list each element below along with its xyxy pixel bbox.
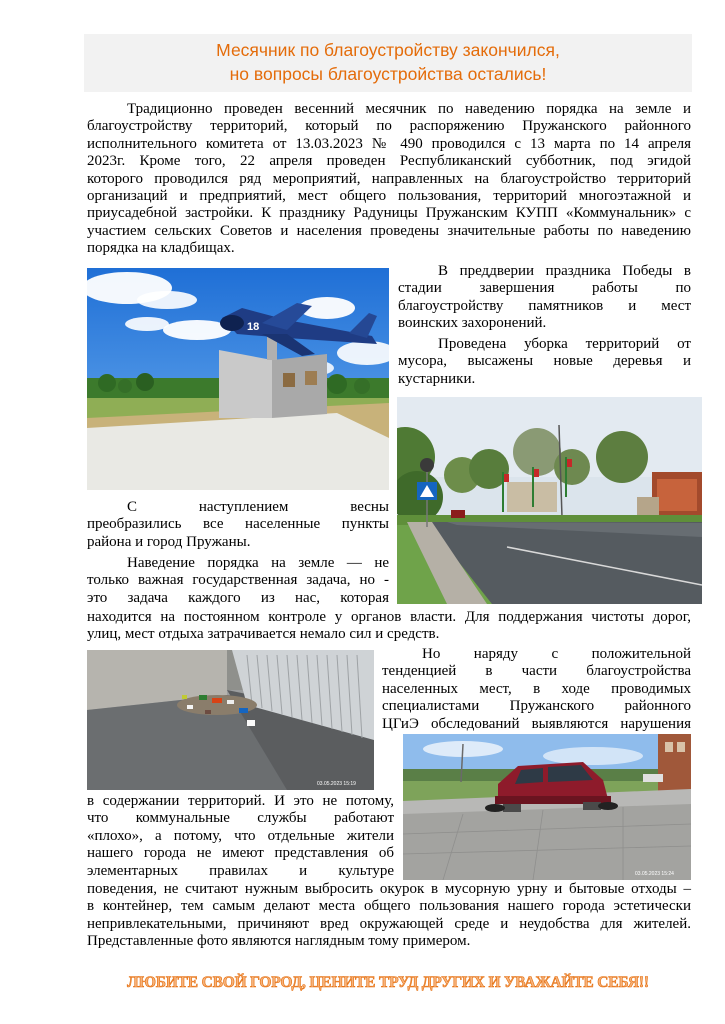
intro-paragraph bbox=[87, 101, 691, 258]
text-line: стадии завершения работы по bbox=[398, 280, 691, 297]
text-line: Традиционно проведен весенний месячник по наведению порядка на земле и bbox=[127, 101, 691, 117]
text-line: Проведена уборка территорий от bbox=[438, 336, 691, 352]
article-title bbox=[84, 34, 692, 92]
text-line: которого проводился ряд мероприятий, направленных на благоустройство территорий bbox=[87, 170, 691, 187]
text-line: поведения, не считают нужным выбросить окурок в мусорную урну и бытовые отходы – bbox=[87, 881, 691, 897]
text-line: приусадебной застройки. К празднику Радуницы Пружанским КУПП «Коммунальник» с bbox=[87, 205, 691, 222]
street-image bbox=[397, 397, 702, 604]
text-line: кустарники. bbox=[398, 370, 476, 387]
text-line: С наступлением весны bbox=[127, 499, 389, 515]
order-paragraph bbox=[87, 555, 389, 607]
text-line: организаций и предприятий, мест общего пользования, территорий многоэтажной и bbox=[87, 188, 691, 205]
title-line-2: но вопросы благоустройства остались! bbox=[229, 64, 547, 84]
content-paragraph bbox=[87, 793, 394, 880]
photo-trash-pile bbox=[87, 650, 374, 790]
text-line: специалистами Пружанского районного bbox=[382, 698, 691, 715]
text-line: населенных мест, в ходе проводимых bbox=[382, 680, 691, 697]
final-paragraph bbox=[87, 881, 691, 951]
text-line: исполнительного комитета от 13.03.2023 № 490 проводился с 13 марта по 14 апреля bbox=[87, 135, 691, 152]
text-line: Наведение порядка на земле — не bbox=[127, 555, 389, 571]
text-line: элементарных правилах и культуре bbox=[87, 862, 394, 879]
text-line: это задача каждого из нас, которая bbox=[87, 589, 389, 606]
text-line: Но наряду с положительной bbox=[422, 646, 691, 662]
text-line: что коммунальные службы работают bbox=[87, 810, 394, 827]
text-line: района и город Пружаны. bbox=[87, 533, 251, 550]
monument-airplane-image bbox=[87, 268, 389, 490]
text-line: участием сельских Советов и населения проведены значительные работы по наведению bbox=[87, 222, 691, 239]
text-line: нашего города не имеют представления об bbox=[87, 845, 394, 862]
text-line: порядка на кладбищах. bbox=[87, 240, 235, 257]
text-line: находится на постоянном контроле у органов власти. Для поддержания чистоты дорог, bbox=[87, 609, 691, 625]
text-line: тенденцией в части благоустройства bbox=[382, 663, 691, 680]
control-paragraph bbox=[87, 609, 691, 644]
spring-paragraph bbox=[87, 499, 389, 551]
cleanup-paragraph bbox=[398, 336, 691, 388]
text-line: благоустройству территорий, который по распоряжению Пружанского районного bbox=[87, 118, 691, 135]
trend-paragraph bbox=[382, 646, 691, 733]
text-line: В преддверии праздника Победы в bbox=[438, 263, 691, 279]
trash-pile-image bbox=[87, 650, 374, 790]
photo-monument-airplane bbox=[87, 268, 389, 490]
text-line: ЦГиЭ обследований выявляются нарушения bbox=[382, 715, 691, 732]
abandoned-car-image bbox=[403, 734, 691, 880]
trash-photo-timestamp: 03.05.2023 15:19 bbox=[317, 781, 356, 787]
victory-paragraph bbox=[398, 263, 691, 333]
text-line: «плохо», а потому, что отдельные жители bbox=[87, 827, 394, 844]
title-line-1: Месячник по благоустройству закончился, bbox=[216, 40, 560, 60]
text-line: 2023г. Кроме того, 22 апреля проведен Республиканский субботник, под эгидой bbox=[87, 153, 691, 170]
car-photo-timestamp: 03.05.2023 15:24 bbox=[635, 871, 674, 877]
text-line: в содержании территорий. И это не потому, bbox=[87, 793, 394, 809]
photo-street bbox=[397, 397, 702, 604]
text-line: преобразились все населенные пункты bbox=[87, 516, 389, 533]
text-line: только важная государственная задача, но - bbox=[87, 572, 389, 589]
text-line: благоустройству памятников и мест bbox=[398, 297, 691, 314]
airplane-number: 18 bbox=[247, 321, 260, 333]
text-line: воинских захоронений. bbox=[398, 315, 547, 332]
photo-abandoned-car bbox=[403, 734, 691, 880]
closing-slogan: ЛЮБИТЕ СВОЙ ГОРОД, ЦЕНИТЕ ТРУД ДРУГИХ И УВАЖАЙТЕ СЕБЯ!! bbox=[127, 974, 649, 991]
text-line: в контейнер, тем самым делают места общего пользования нашего города эстетически bbox=[87, 898, 691, 915]
text-line: мусора, высажены новые деревья и bbox=[398, 353, 691, 370]
text-line: Представленные фото являются наглядным тому примером. bbox=[87, 933, 471, 950]
text-line: улиц, мест отдыха затрачивается немало сил и средств. bbox=[87, 626, 440, 643]
text-line: непривлекательными, причиняют вред окружающей среде и неудобства для жителей. bbox=[87, 915, 691, 932]
